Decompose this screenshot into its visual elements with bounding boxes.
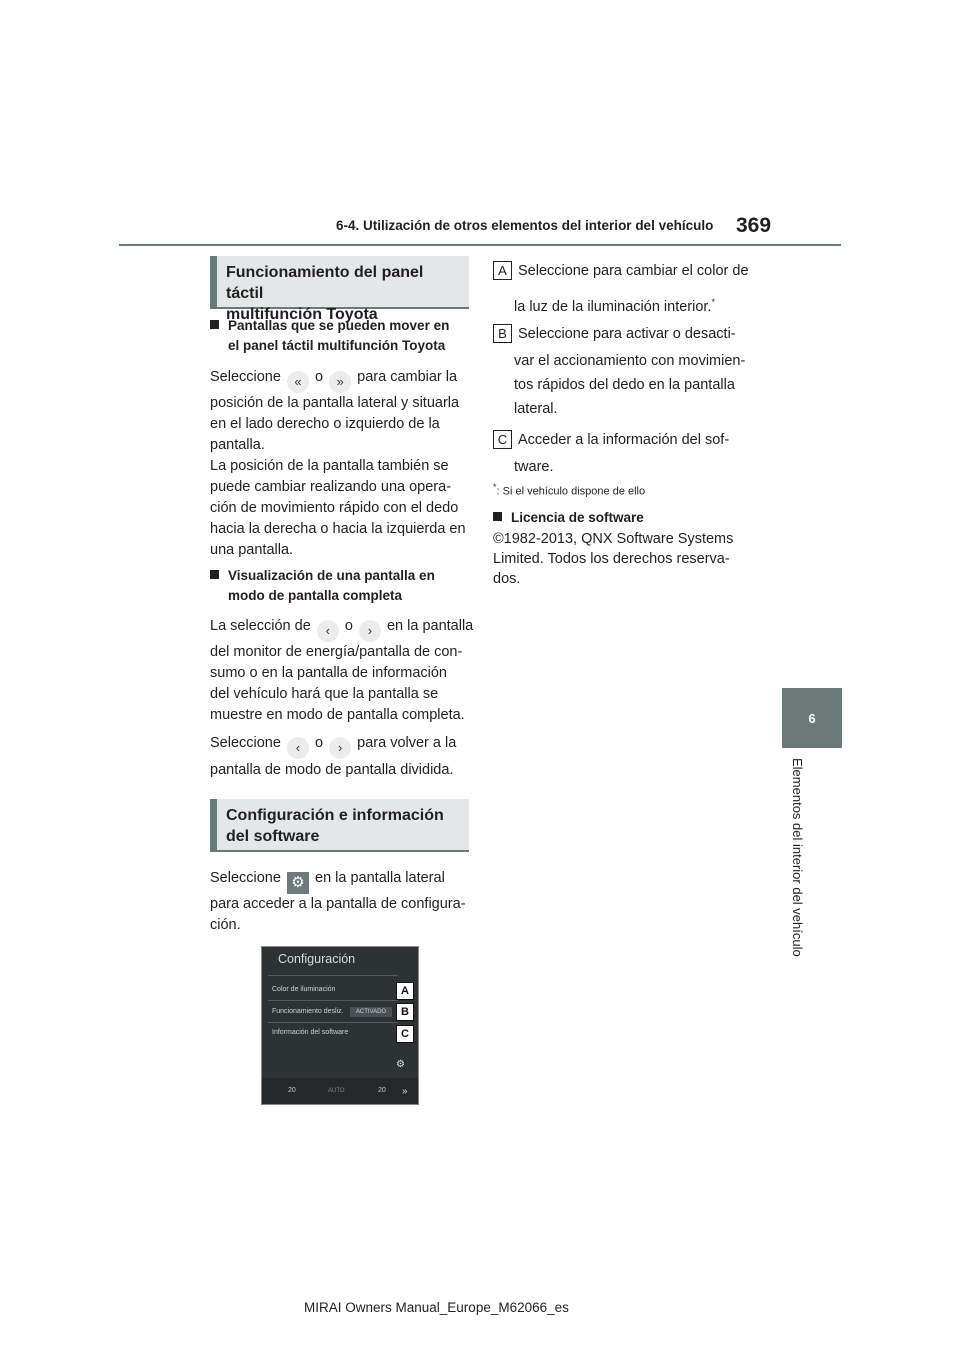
subheading-line: Pantallas que se pueden mover en [228, 318, 450, 333]
body-line: del vehículo hará que la pantalla se [210, 686, 439, 702]
body-line: Limited. Todos los derechos reserva- [493, 551, 730, 567]
divider [268, 975, 398, 976]
body-line [210, 868, 445, 894]
body-line [514, 292, 715, 318]
body-line: en el lado derecho o izquierdo de la [210, 416, 440, 432]
screen-row-software: Información del software [272, 1029, 349, 1036]
subheading-fullscreen [210, 566, 488, 606]
body-line: sumo o en la pantalla de información [210, 665, 447, 681]
text-fragment: Acceder a la información del sof- [518, 432, 730, 448]
subheading-line: Licencia de software [511, 510, 644, 525]
text-fragment: la luz de la iluminación interior. [514, 298, 712, 315]
text-fragment: o [315, 735, 324, 751]
text-fragment: Seleccione [210, 870, 281, 886]
label-box-a: A [493, 261, 512, 280]
body-line [210, 367, 457, 393]
screen-row-color: Color de iluminación [272, 986, 336, 993]
double-chevron-left-icon: « [287, 371, 309, 393]
settings-screen-illustration [261, 946, 419, 1105]
chevron-left-icon: ‹ [287, 737, 309, 759]
chapter-label-text: Elementos del interior del vehículo [790, 758, 805, 957]
footer-text: MIRAI Owners Manual_Europe_M62066_es [304, 1300, 569, 1315]
section-heading-line: del software [226, 828, 320, 845]
footnote-marker: * [711, 297, 715, 307]
divider [268, 1000, 398, 1001]
label-box-c: C [493, 430, 512, 449]
divider [268, 1022, 398, 1023]
footnote [493, 482, 645, 498]
screen-title: Configuración [278, 952, 356, 966]
body-line: pantalla. [210, 437, 265, 453]
footnote-marker: * [493, 482, 497, 492]
page-number: 369 [736, 214, 772, 237]
text-fragment: para cambiar la [357, 369, 458, 385]
callout-c: C [396, 1025, 414, 1043]
climate-mode: AUTO [328, 1088, 345, 1094]
bullet-square-icon [493, 512, 502, 521]
body-line: tos rápidos del dedo en la pantalla [514, 377, 735, 393]
body-line: para acceder a la pantalla de configura- [210, 896, 466, 912]
bullet-square-icon [210, 320, 219, 329]
text-fragment: Seleccione para activar o desacti- [518, 326, 736, 342]
text-fragment: Seleccione [210, 735, 281, 751]
body-line: ción. [210, 917, 241, 933]
subheading-movable-screens [210, 316, 488, 356]
text-fragment: en la pantalla lateral [315, 870, 445, 886]
body-line: La posición de la pantalla también se [210, 458, 449, 474]
body-line: var el accionamiento con movimien- [514, 353, 746, 369]
body-line: pantalla de modo de pantalla dividida. [210, 762, 454, 778]
body-line: una pantalla. [210, 542, 294, 558]
body-line: puede cambiar realizando una opera- [210, 479, 452, 495]
text-fragment: Seleccione para cambiar el color de [518, 263, 749, 279]
body-line: lateral. [514, 401, 558, 417]
section-heading-software [210, 799, 469, 852]
chapter-tab [782, 688, 842, 748]
text-fragment: La selección de [210, 618, 311, 634]
chevron-right-icon: › [359, 620, 381, 642]
gear-icon: ⚙ [396, 1059, 405, 1070]
body-line: posición de la pantalla lateral y situarla [210, 395, 460, 411]
body-line [210, 616, 473, 642]
body-line [210, 733, 456, 759]
footnote-text: : Si el vehículo dispone de ello [496, 485, 646, 498]
screen-row-swipe: Funcionamiento desliz. [272, 1008, 344, 1015]
subheading-line: modo de pantalla completa [228, 588, 403, 603]
body-line: hacia la derecha o hacia la izquierda en [210, 521, 466, 537]
body-line: del monitor de energía/pantalla de con- [210, 644, 463, 660]
section-heading-line: multifunción Toyota [226, 306, 378, 323]
header-title: 6-4. Utilización de otros elementos del interior del vehículo [336, 218, 714, 233]
bullet-square-icon [210, 570, 219, 579]
temp-left: 20 [288, 1087, 296, 1094]
subheading-license [493, 508, 771, 528]
text-fragment: en la pantalla [386, 618, 474, 634]
body-line: muestre en modo de pantalla completa. [210, 707, 465, 723]
callout-b-description [493, 324, 736, 345]
text-fragment: o [315, 369, 324, 385]
chapter-number: 6 [808, 710, 816, 726]
label-box-b: B [493, 324, 512, 343]
text-fragment: o [344, 618, 353, 634]
chapter-label [787, 758, 807, 968]
screen-row-swipe-value: ACTIVADO [350, 1007, 392, 1017]
body-line: ©1982-2013, QNX Software Systems [493, 531, 734, 547]
section-heading-line: Configuración e información [226, 807, 444, 824]
double-chevron-right-icon: » [402, 1086, 408, 1097]
double-chevron-right-icon: » [329, 371, 351, 393]
subheading-line: Visualización de una pantalla en [228, 568, 435, 583]
temp-right: 20 [378, 1087, 386, 1094]
text-fragment: para volver a la [357, 735, 457, 751]
section-heading-touchpad [210, 256, 469, 323]
body-line: dos. [493, 571, 521, 587]
callout-a-description [493, 261, 749, 282]
section-heading-line: Funcionamiento del panel táctil [226, 264, 424, 302]
subheading-line: el panel táctil multifunción Toyota [228, 338, 446, 353]
body-line: ción de movimiento rápido con el dedo [210, 500, 459, 516]
callout-c-description [493, 430, 729, 451]
body-line: tware. [514, 459, 554, 475]
callout-b: B [396, 1003, 414, 1021]
callout-a: A [396, 982, 414, 1000]
chevron-left-icon: ‹ [317, 620, 339, 642]
gear-icon: ⚙ [287, 872, 309, 894]
text-fragment: Seleccione [210, 369, 281, 385]
header-rule [119, 244, 841, 246]
chevron-right-icon: › [329, 737, 351, 759]
